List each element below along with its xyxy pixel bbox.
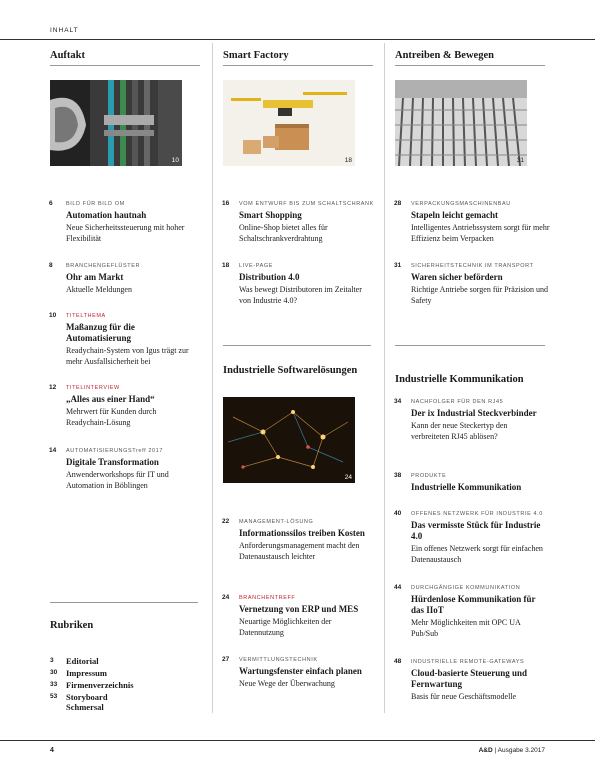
entry-subtitle: Readychain-System von Igus trägt zur mehr Ausfallsicherheit bei: [66, 346, 189, 366]
toc-entry[interactable]: [222, 200, 377, 244]
entry-title: Digitale Transformation: [66, 457, 159, 467]
entry-title: Smart Shopping: [239, 210, 302, 220]
entry-subtitle: Intelligentes Antriebssystem sorgt für mehr Effizienz beim Verpacken: [411, 223, 550, 243]
toc-entry[interactable]: [49, 262, 198, 295]
separator: [50, 602, 198, 603]
entry-category: BRANCHENTREFF: [239, 595, 296, 601]
entry-subtitle: Neue Wege der Überwachung: [239, 679, 335, 688]
entry-title: Maßanzug für die Automatisierung: [66, 322, 135, 343]
entry-page-number: 34: [394, 398, 402, 405]
image-page-number: 10: [171, 157, 179, 164]
section-rule: [395, 65, 545, 66]
toc-entry[interactable]: [394, 472, 543, 493]
entry-page-number: 24: [222, 594, 230, 601]
toc-entry[interactable]: [222, 594, 377, 638]
entry-subtitle: Ein offenes Netzwerk sorgt für einfachen Datenaustausch: [411, 544, 543, 564]
section-title-smart-factory: Smart Factory: [223, 50, 289, 61]
toc-entry[interactable]: [394, 398, 543, 442]
entry-title: Cloud-basierte Steuerung und Fernwartung: [411, 668, 528, 689]
entry-subtitle: Online-Shop bietet alles für Schaltschrankverdrahtung: [239, 223, 328, 243]
entry-title: Informationssilos treiben Kosten: [239, 528, 365, 538]
entry-subtitle: Neue Sicherheitssteuerung mit hoher Flexibilität: [66, 223, 185, 243]
footer-issue: A&D | Ausgabe 3.2017: [478, 747, 545, 754]
entry-title: Ohr am Markt: [66, 272, 124, 282]
column-divider: [212, 43, 213, 713]
entry-category: PRODUKTE: [411, 473, 447, 479]
rubriken-label: Editorial: [66, 656, 99, 666]
entry-category: INDUSTRIELLE REMOTE-GATEWAYS: [411, 659, 525, 665]
entry-category: VERMITTLUNGSTECHNIK: [239, 657, 318, 663]
toc-entry[interactable]: [222, 262, 371, 306]
entry-subtitle: Anforderungsmanagement macht den Datenaustausch leichter: [239, 541, 360, 561]
entry-title: Wartungsfenster einfach planen: [239, 666, 362, 676]
toc-entry[interactable]: [49, 447, 198, 491]
entry-subtitle: Basis für neue Geschäftsmodelle: [411, 692, 517, 701]
entry-page-number: 38: [394, 472, 402, 479]
entry-page-number: 16: [222, 200, 230, 207]
entry-page-number: 18: [222, 262, 230, 269]
entry-title: Vernetzung von ERP und MES: [239, 604, 359, 614]
footer-issue-text: Ausgabe 3.2017: [497, 747, 545, 754]
toc-entry[interactable]: [394, 200, 551, 244]
rubriken-page-number: 3: [50, 657, 54, 664]
entry-subtitle: Aktuelle Meldungen: [66, 285, 132, 294]
entry-title: Distribution 4.0: [239, 272, 300, 282]
toc-entry[interactable]: [394, 510, 543, 565]
toc-entry[interactable]: [394, 262, 551, 306]
toc-entry[interactable]: [49, 200, 198, 244]
rubriken-label: Storyboard Schmersal: [66, 692, 108, 712]
column-auftakt: [50, 50, 200, 66]
entry-title: Automation hautnah: [66, 210, 147, 220]
image-auftakt[interactable]: [50, 80, 182, 166]
toc-entry[interactable]: [394, 584, 543, 639]
entry-page-number: 44: [394, 584, 402, 591]
entry-title: Hürdenlose Kommunikation für das IIoT: [411, 594, 536, 615]
toc-entry[interactable]: [394, 658, 551, 702]
entry-page-number: 31: [394, 262, 402, 269]
entry-category: NACHFOLGER FÜR DEN RJ45: [411, 399, 504, 405]
entry-subtitle: Mehrwert für Kunden durch Readychain-Lösung: [66, 407, 157, 427]
entry-page-number: 40: [394, 510, 402, 517]
entry-page-number: 28: [394, 200, 402, 207]
image-page-number: 31: [516, 157, 524, 164]
entry-category: SICHERHEITSTECHNIK IM TRANSPORT: [411, 263, 534, 269]
entry-page-number: 22: [222, 518, 230, 525]
entry-category: VERPACKUNGSMASCHINENBAU: [411, 201, 511, 207]
image-page-number: 24: [344, 474, 352, 481]
section-title-antreiben: Antreiben & Bewegen: [395, 50, 494, 61]
entry-category: LIVE-PAGE: [239, 263, 274, 269]
entry-title: Industrielle Kommunikation: [411, 482, 522, 492]
section-rule: [50, 65, 200, 66]
page-number: 4: [50, 747, 54, 754]
entry-category: TITELTHEMA: [66, 313, 106, 319]
image-software[interactable]: [223, 397, 355, 483]
toc-entry[interactable]: [49, 384, 198, 428]
entry-page-number: 6: [49, 200, 53, 207]
entry-title: „Alles aus einer Hand“: [66, 394, 155, 404]
toc-entry[interactable]: [222, 518, 371, 562]
column-divider: [384, 43, 385, 713]
image-smart-factory[interactable]: [223, 80, 355, 166]
section-title-auftakt: Auftakt: [50, 50, 86, 61]
top-rule: [0, 39, 595, 40]
entry-subtitle: Anwenderworkshops für IT und Automation in Böblingen: [66, 470, 169, 490]
entry-category: BILD FÜR BILD OM: [66, 201, 125, 207]
entry-category: BRANCHENGEFLÜSTER: [66, 263, 141, 269]
entry-page-number: 27: [222, 656, 230, 663]
rubriken-label: Firmenverzeichnis: [66, 680, 134, 690]
footer-brand: A&D: [478, 747, 493, 754]
entry-subtitle: Kann der neue Steckertyp den verbreiteten RJ45 ablösen?: [411, 421, 508, 441]
section-title-kommunikation: Industrielle Kommunikation: [395, 374, 524, 385]
rubriken-page-number: 53: [50, 693, 58, 700]
rubriken-label: Impressum: [66, 668, 107, 678]
section-title-software: Industrielle Softwarelösungen: [223, 365, 358, 376]
entry-title: Stapeln leicht gemacht: [411, 210, 498, 220]
section-title-rubriken: Rubriken: [50, 620, 94, 631]
rubriken-page-number: 30: [50, 669, 58, 676]
entry-page-number: 8: [49, 262, 53, 269]
rubriken-page-number: 33: [50, 681, 58, 688]
section-rule: [223, 65, 373, 66]
entry-subtitle: Was bewegt Distributoren im Zeitalter von Industrie 4.0?: [239, 285, 362, 305]
entry-page-number: 10: [49, 312, 57, 319]
image-antreiben[interactable]: [395, 80, 527, 166]
entry-category: DURCHGÄNGIGE KOMMUNIKATION: [411, 585, 521, 591]
column-antreiben: [395, 50, 545, 66]
column-smart-factory: [223, 50, 373, 66]
entry-category: OFFENES NETZWERK FÜR INDUSTRIE 4.0: [411, 511, 543, 517]
separator: [395, 345, 545, 346]
entry-page-number: 14: [49, 447, 57, 454]
entry-category: MANAGEMENT-LÖSUNG: [239, 519, 314, 525]
entry-subtitle: Neuartige Möglichkeiten der Datennutzung: [239, 617, 332, 637]
entry-category: AUTOMATISIERUNGSTreff 2017: [66, 448, 164, 454]
entry-category: VOM ENTWURF BIS ZUM SCHALTSCHRANK: [239, 201, 374, 207]
bottom-rule: [0, 740, 595, 741]
separator: [223, 345, 371, 346]
toc-entry[interactable]: [49, 312, 198, 367]
entry-page-number: 48: [394, 658, 402, 665]
toc-entry[interactable]: [222, 656, 371, 689]
entry-page-number: 12: [49, 384, 57, 391]
entry-subtitle: Richtige Antriebe sorgen für Präzision und Safety: [411, 285, 548, 305]
entry-title: Das vermisste Stück für Industrie 4.0: [411, 520, 541, 541]
image-page-number: 18: [344, 157, 352, 164]
section-tag: INHALT: [50, 27, 79, 34]
entry-category: TITELINTERVIEW: [66, 385, 120, 391]
entry-subtitle: Mehr Möglichkeiten mit OPC UA Pub/Sub: [411, 618, 521, 638]
entry-title: Waren sicher befördern: [411, 272, 503, 282]
entry-title: Der ix Industrial Steckverbinder: [411, 408, 537, 418]
